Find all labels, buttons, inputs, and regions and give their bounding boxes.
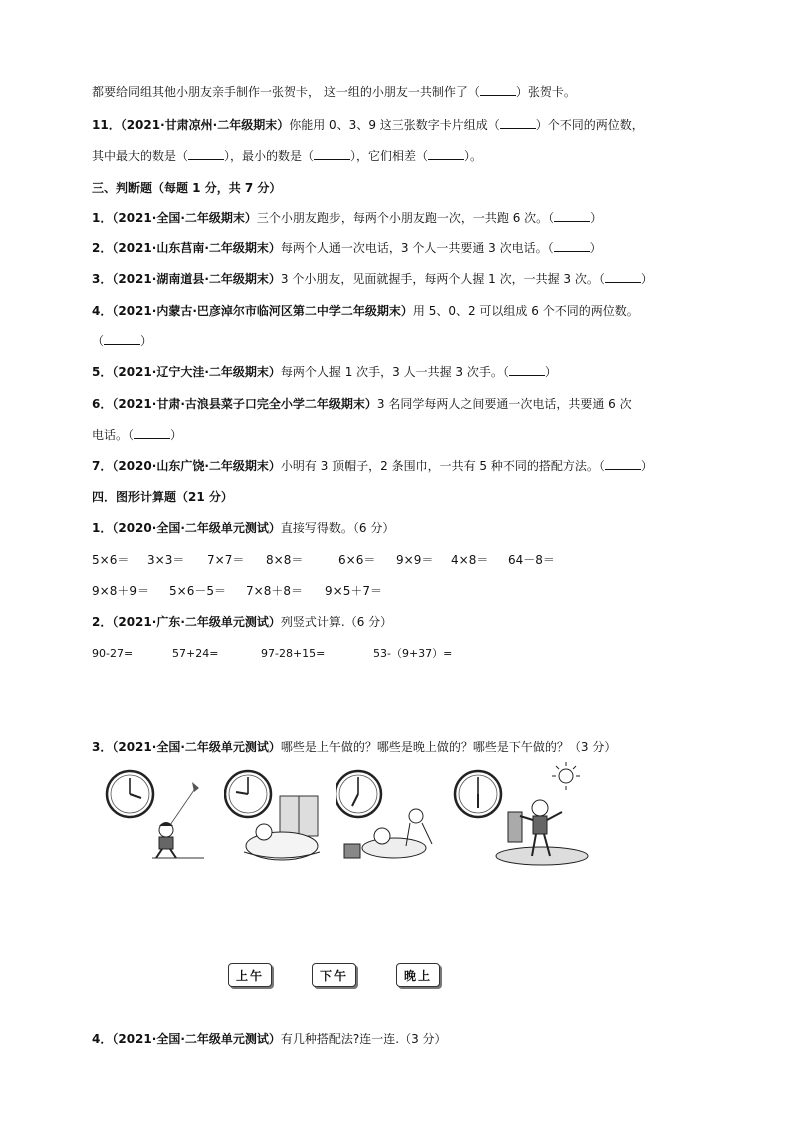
calc-question-1: 1．（2020·全国·二年级单元测试）直接写得数。（6 分） — [92, 521, 395, 535]
calc-item: 5×6＝ — [92, 553, 130, 567]
answer-blank[interactable] — [428, 148, 464, 160]
judge-question-2: 2．（2021·山东莒南·二年级期末）每两个人通一次电话，3 个人一共要通 3 次电话。（ ） — [92, 241, 602, 255]
calc-question-4: 4．（2021·全国·二年级单元测试）有几种搭配法?连一连.（3 分） — [92, 1032, 447, 1046]
calc-item: 7×7＝ — [207, 553, 245, 567]
sun-icon — [552, 762, 580, 790]
vertical-calc-row — [92, 646, 452, 662]
judge-question-5: 5．（2021·辽宁大洼·二年级期末）每两个人握 1 次手，3 人一共握 3 次手。（ ） — [92, 365, 557, 379]
answer-blank[interactable] — [554, 210, 590, 222]
picture-flying-kite — [104, 768, 204, 864]
calc-item: 64－8＝ — [508, 553, 555, 567]
calc-question-3: 3．（2021·全国·二年级单元测试）哪些是上午做的？哪些是晚上做的？哪些是下午做的？（3 分） — [92, 740, 617, 754]
calc-row-2 — [92, 583, 382, 599]
calc-item: 8×8＝ — [266, 553, 304, 567]
calc-item: 57+24= — [172, 647, 219, 660]
answer-blank[interactable] — [314, 148, 350, 160]
judge-question-1: 1．（2021·全国·二年级期末）三个小朋友跑步，每两个小朋友跑一次，一共跑 6 次。（ ） — [92, 211, 603, 225]
judge-question-4: 4．（2021·内蒙古·巴彦淖尔市临河区第二中学二年级期末）用 5、0、2 可以组成 6 个不同的两位数。 — [92, 304, 639, 318]
picture-waking-up — [336, 766, 446, 866]
question-11-line2: 其中最大的数是（ ），最小的数是（ ），它们相差（ ）。 — [92, 149, 483, 163]
answer-blank[interactable] — [605, 271, 641, 283]
picture-morning-exercise — [452, 760, 592, 866]
answer-blank[interactable] — [480, 84, 516, 96]
calc-item: 9×8＋9＝ — [92, 584, 149, 598]
calc-row-1 — [92, 552, 555, 568]
question-10-continued: 都要给同组其他小朋友亲手制作一张贺卡， 这一组的小朋友一共制作了（ ）张贺卡。 — [92, 85, 576, 99]
answer-blank[interactable] — [509, 364, 545, 376]
judge-question-4-line2: （ ） — [92, 334, 153, 348]
section-judgement-heading: 三、判断题（每题 1 分，共 7 分） — [92, 181, 282, 195]
calc-item: 7×8＋8＝ — [246, 584, 303, 598]
answer-blank[interactable] — [188, 148, 224, 160]
section-calc-heading: 四．图形计算题（21 分） — [92, 490, 233, 504]
calc-item: 4×8＝ — [451, 553, 489, 567]
judge-question-6: 6．（2021·甘肃·古浪县菜子口完全小学二年级期末）3 名同学每两人之间要通一次电话，共要通 6 次 — [92, 397, 632, 411]
judge-question-7: 7．（2020·山东广饶·二年级期末）小明有 3 顶帽子，2 条围巾，一共有 5 种不同的搭配方法。（ ） — [92, 459, 653, 473]
judge-question-3: 3．（2021·湖南道县·二年级期末）3 个小朋友，见面就握手，每两个人握 1 次，一共握 3 次。（ ） — [92, 272, 653, 286]
answer-blank[interactable] — [104, 333, 140, 345]
calc-item: 6×6＝ — [338, 553, 376, 567]
calc-item: 9×9＝ — [396, 553, 434, 567]
calc-item: 9×5＋7＝ — [325, 584, 382, 598]
judge-question-6-line2: 电话。（ ） — [92, 428, 183, 442]
label-evening[interactable]: 晚上 — [396, 963, 440, 987]
answer-blank[interactable] — [500, 117, 536, 129]
calc-item: 5×6－5＝ — [169, 584, 226, 598]
answer-blank[interactable] — [554, 240, 590, 252]
answer-blank[interactable] — [605, 458, 641, 470]
label-morning[interactable]: 上午 — [228, 963, 272, 987]
answer-blank[interactable] — [134, 427, 170, 439]
calc-question-2: 2．（2021·广东·二年级单元测试）列竖式计算.（6 分） — [92, 615, 393, 629]
calc-item: 53-（9+37）= — [373, 647, 453, 660]
question-11: 11．（2021·甘肃凉州·二年级期末）你能用 0、3、9 这三张数字卡片组成（ ）个不同的两位数， — [92, 118, 644, 132]
calc-item: 3×3＝ — [147, 553, 185, 567]
calc-item: 97-28+15= — [261, 647, 326, 660]
picture-sleeping-night — [224, 766, 334, 866]
calc-item: 90-27= — [92, 647, 134, 660]
label-afternoon[interactable]: 下午 — [312, 963, 356, 987]
